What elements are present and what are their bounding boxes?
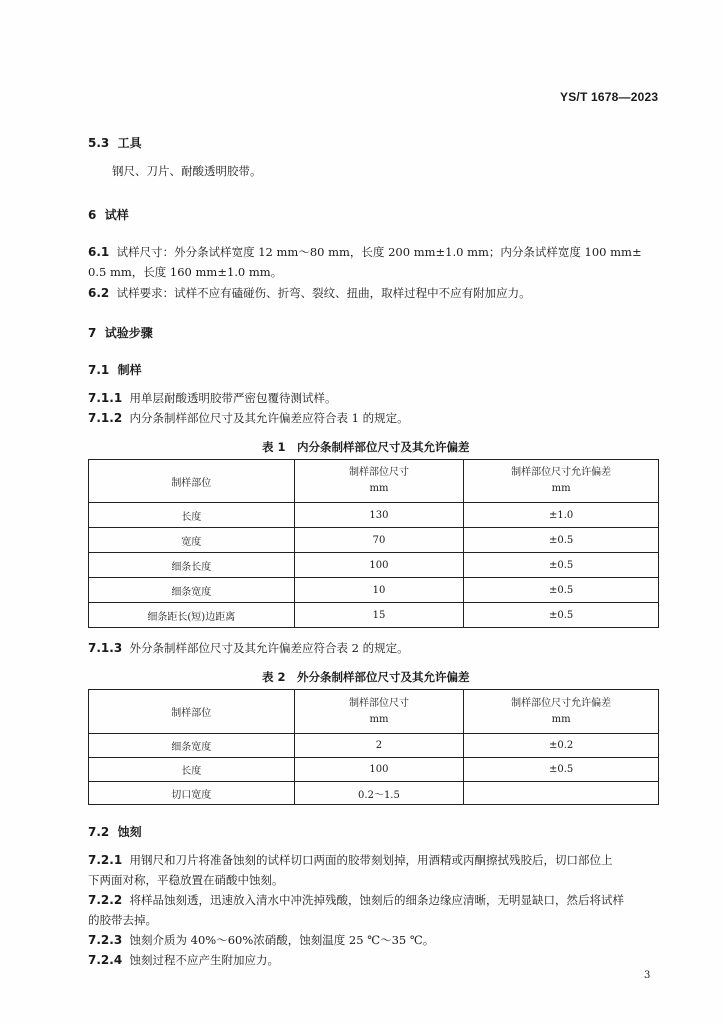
table-cell [464,782,659,805]
section-number: 7.2.4 [88,953,123,967]
table-cell: ±1.0 [464,503,659,528]
table-header-cell [464,690,659,734]
section-number: 7.1.3 [88,641,123,655]
table-cell: 100 [294,758,464,782]
section-7-2-2-line2: 的胶带去掉。 [88,913,157,927]
page-number: 3 [644,970,651,981]
table-cell: 细条宽度 [89,734,295,758]
table-1-caption: 表 1 内分条制样部位尺寸及其允许偏差 [262,440,470,454]
header-label: 制样部位尺寸允许偏差 [511,467,612,478]
section-7-2-heading [88,823,142,840]
table-1 [88,459,659,628]
section-text: 试样尺寸：外分条试样宽度 12 mm～80 mm，长度 200 mm±1.0 mm；内分条试样宽度 100 mm± [116,245,642,259]
section-number: 7.2.1 [88,853,123,867]
section-7-2-1-line2: 下两面对称，平稳放置在硝酸中蚀刻。 [88,873,284,887]
header-unit: mm [551,483,571,494]
header-unit: mm [369,713,389,725]
section-6-2 [88,285,531,301]
table-cell: 长度 [89,503,295,528]
section-7-1-3 [88,640,409,656]
section-text: 蚀刻过程不应产生附加应力。 [129,953,279,967]
table-header-cell [464,460,659,503]
section-6-1-line2: 0.5 mm，长度 160 mm±1.0 mm。 [88,265,283,279]
table-2-caption: 表 2 外分条制样部位尺寸及其允许偏差 [262,670,470,684]
section-title: 试验步骤 [104,326,153,340]
table-header-cell [294,690,464,734]
section-text: 用单层耐酸透明胶带严密包覆待测试样。 [129,391,337,405]
table-cell: 100 [294,553,464,578]
table-header-row [89,460,659,503]
section-number: 7.2 [88,825,110,839]
table-row [89,782,659,805]
table-row [89,603,659,628]
table-cell: 70 [294,528,464,553]
section-7-2-4 [88,952,279,968]
section-text: 蚀刻介质为 40%～60%浓硝酸，蚀刻温度 25 ℃～35 ℃。 [129,933,435,947]
section-number: 6 [88,208,97,222]
section-7-1-2 [88,410,409,426]
table-row [89,758,659,782]
standard-code: YS/T 1678—2023 [560,90,659,104]
table-cell: ±0.5 [464,553,659,578]
section-number: 7 [88,326,97,340]
table-header-row [89,690,659,734]
table-cell: 宽度 [89,528,295,553]
table-cell: 细条宽度 [89,578,295,603]
section-number: 5.3 [88,136,110,150]
table-row [89,734,659,758]
table-2 [88,689,659,805]
table-header-cell: 制样部位 [89,690,295,734]
section-number: 7.1 [88,363,110,377]
header-label: 制样部位尺寸允许偏差 [511,697,612,709]
table-row [89,503,659,528]
section-text: 外分条制样部位尺寸及其允许偏差应符合表 2 的规定。 [129,641,409,655]
section-5-3-heading [88,134,142,151]
section-number: 7.2.3 [88,933,123,947]
table-cell: 长度 [89,758,295,782]
section-7-1-1 [88,390,336,406]
section-title: 制样 [117,363,142,377]
table-row [89,578,659,603]
section-7-2-3 [88,932,434,948]
header-unit: mm [369,483,389,494]
table-cell: ±0.5 [464,758,659,782]
section-6-heading [88,206,129,223]
table-cell: 10 [294,578,464,603]
section-7-1-heading [88,361,142,378]
section-5-3-body: 钢尺、刀片、耐酸透明胶带。 [112,164,262,178]
section-text: 将样品蚀刻透，迅速放入清水中冲洗掉残酸，蚀刻后的细条边缘应清晰，无明显缺口，然后将试样 [129,893,624,907]
table-row [89,528,659,553]
table-cell: 0.2～1.5 [294,782,464,805]
table-header-cell: 制样部位 [89,460,295,503]
header-label: 制样部位尺寸 [348,697,409,709]
table-cell: 2 [294,734,464,758]
table-cell: 130 [294,503,464,528]
table-cell: ±0.5 [464,578,659,603]
section-7-heading [88,324,153,341]
section-number: 7.1.1 [88,391,123,405]
section-7-2-2-line1 [88,892,624,908]
section-text: 内分条制样部位尺寸及其允许偏差应符合表 1 的规定。 [129,411,409,425]
section-title: 工具 [117,136,142,150]
table-cell: 切口宽度 [89,782,295,805]
section-title: 蚀刻 [117,825,142,839]
section-number: 7.2.2 [88,893,123,907]
table-cell: 细条长度 [89,553,295,578]
section-text: 试样要求：试样不应有磕碰伤、折弯、裂纹、扭曲，取样过程中不应有附加应力。 [116,286,531,300]
table-row [89,553,659,578]
section-number: 6.1 [88,245,110,259]
table-cell: ±0.2 [464,734,659,758]
section-6-1-line1 [88,244,642,260]
table-header-cell [294,460,464,503]
table-cell: 15 [294,603,464,628]
table-cell: 细条距长(短)边距离 [89,603,295,628]
section-number: 7.1.2 [88,411,123,425]
section-number: 6.2 [88,286,110,300]
section-text: 用钢尺和刀片将准备蚀刻的试样切口两面的胶带刻划掉，用酒精或丙酮擦拭残胶后，切口部位上 [129,853,613,867]
header-unit: mm [551,713,571,725]
table-cell: ±0.5 [464,528,659,553]
section-7-2-1-line1 [88,852,612,868]
header-label: 制样部位尺寸 [348,467,409,478]
table-cell: ±0.5 [464,603,659,628]
section-title: 试样 [104,208,129,222]
